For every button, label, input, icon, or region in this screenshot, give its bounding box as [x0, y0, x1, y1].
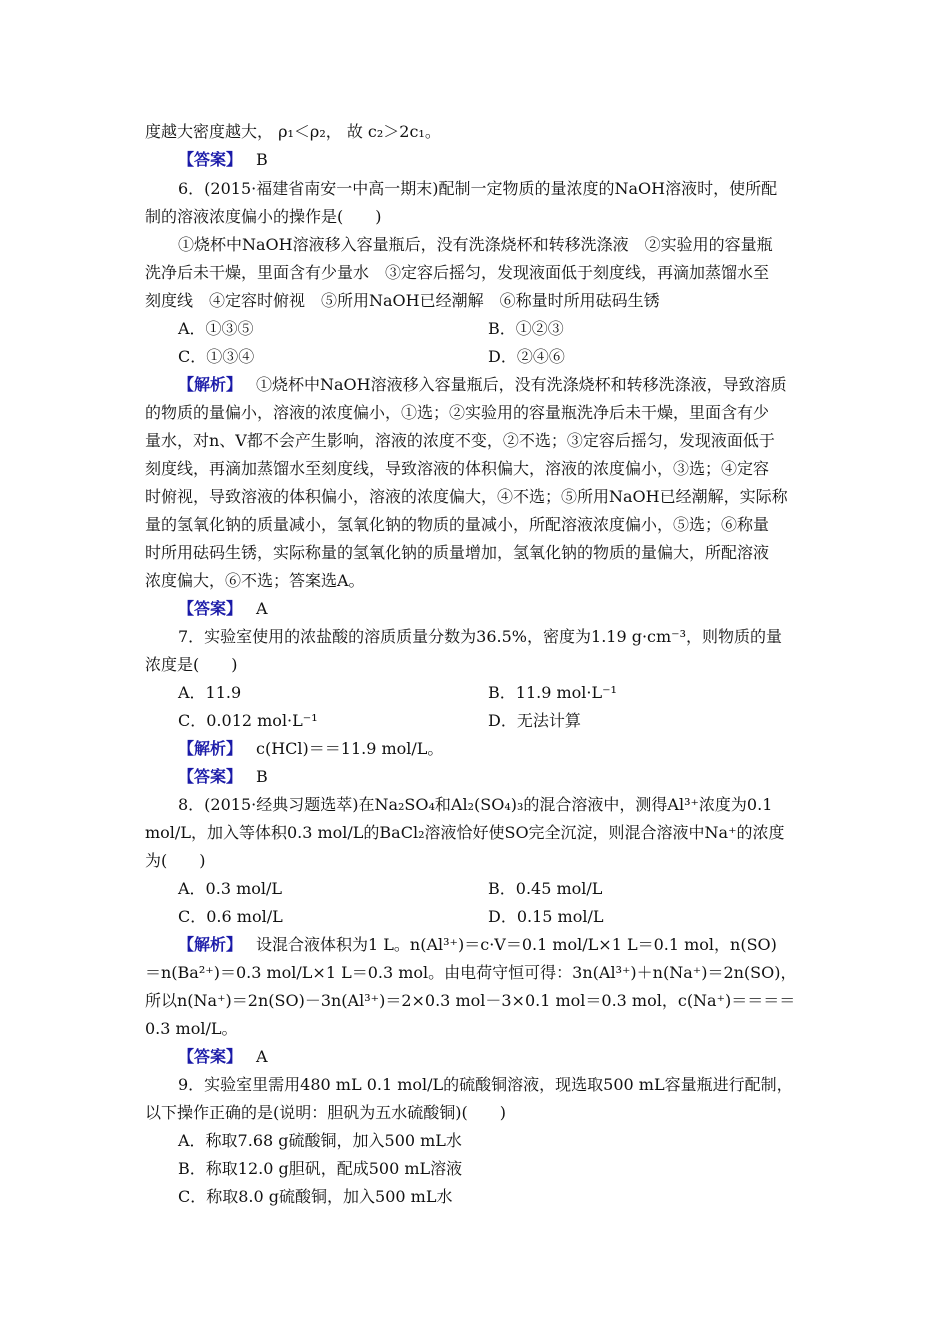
q9-stem-line2: 以下操作正确的是(说明：胆矾为五水硫酸铜)( ) — [145, 1103, 506, 1122]
q6-option-c: C．①③④ — [178, 347, 255, 366]
q6-option-a: A．①③⑤ — [178, 319, 254, 338]
q8-stem-line2: mol/L，加入等体积0.3 mol/L的BaCl₂溶液恰好使SO完全沉淀，则混合溶液中Na⁺的浓度 — [145, 823, 785, 842]
q9-option-c: C．称取8.0 g硫酸铜，加入500 mL水 — [178, 1187, 453, 1206]
q6-analysis-line3: 量水，对n、V都不会产生影响，溶液的浓度不变，②不选；③定容后摇匀，发现液面低于 — [145, 431, 775, 450]
q9-stem-line1: 9．实验室里需用480 mL 0.1 mol/L的硫酸铜溶液，现选取500 mL容量瓶进行配制， — [178, 1075, 793, 1094]
q8-analysis-line2: ＝n(Ba²⁺)＝0.3 mol/L×1 L＝0.3 mol。由电荷守恒可得：3n(Al³⁺)＋n(Na⁺)＝2n(SO)， — [145, 963, 797, 982]
q6-analysis-line7: 时所用砝码生锈，实际称量的氢氧化钠的质量增加，氢氧化钠的物质的量偏大，所配溶液 — [145, 543, 770, 562]
q6-analysis-line2: 的物质的量偏小，溶液的浓度偏小，①选；②实验用的容量瓶洗净后未干燥，里面含有少 — [145, 403, 770, 422]
q6-answer-line — [178, 598, 268, 620]
q7-option-a: A．11.9 — [178, 683, 242, 702]
analysis-tag: 【解析】 — [178, 739, 243, 758]
q6-analysis-line1: 【解析】 ①烧杯中NaOH溶液移入容量瓶后，没有洗涤烧杯和转移洗涤液，导致溶质 — [178, 375, 787, 394]
q8-answer: A — [256, 1047, 268, 1066]
answer-tag: 【答案】 — [178, 150, 243, 169]
answer-tag: 【答案】 — [178, 1047, 243, 1066]
q9-option-b: B．称取12.0 g胆矾，配成500 mL溶液 — [178, 1159, 463, 1178]
analysis-tag: 【解析】 — [178, 375, 243, 394]
q8-analysis-line4: 0.3 mol/L。 — [145, 1019, 238, 1038]
q8-stem-line1: 8．(2015·经典习题选萃)在Na₂SO₄和Al₂(SO₄)₃的混合溶液中，测得Al³⁺浓度为0.1 — [178, 795, 773, 814]
q6-stem-line1: 6．(2015·福建省南安一中高一期末)配制一定物质的量浓度的NaOH溶液时，使所配 — [178, 179, 778, 198]
q7-answer-line — [178, 766, 268, 788]
q5-answer-line — [178, 149, 268, 171]
analysis-tag: 【解析】 — [178, 935, 243, 954]
q6-items-line1: ①烧杯中NaOH溶液移入容量瓶后，没有洗涤烧杯和转移洗涤液 ②实验用的容量瓶 — [178, 235, 773, 254]
q7-stem-line1: 7．实验室使用的浓盐酸的溶质质量分数为36.5%，密度为1.19 g·cm⁻³，则物质的量 — [178, 627, 783, 646]
q6-items-line2: 洗净后未干燥，里面含有少量水 ③定容后摇匀，发现液面低于刻度线，再滴加蒸馏水至 — [145, 263, 770, 282]
q8-option-b: B．0.45 mol/L — [488, 879, 603, 898]
q7-stem-line2: 浓度是( ) — [145, 655, 238, 674]
q6-option-d: D．②④⑥ — [488, 347, 565, 366]
q6-analysis-line8: 浓度偏大，⑥不选；答案选A。 — [145, 571, 365, 590]
q8-analysis-line1: 【解析】 设混合液体积为1 L。n(Al³⁺)＝c·V＝0.1 mol/L×1 L＝0.1 mol，n(SO) — [178, 935, 777, 954]
q8-answer-line — [178, 1046, 268, 1068]
answer-tag: 【答案】 — [178, 599, 243, 618]
q5-answer: B — [256, 150, 268, 169]
q6-option-b: B．①②③ — [488, 319, 564, 338]
q6-stem-line2: 制的溶液浓度偏小的操作是( ) — [145, 207, 382, 226]
q6-analysis-line6: 量的氢氧化钠的质量减小，氢氧化钠的物质的量减小，所配溶液浓度偏小，⑤选；⑥称量 — [145, 515, 770, 534]
q8-option-d: D．0.15 mol/L — [488, 907, 604, 926]
q7-answer: B — [256, 767, 268, 786]
q7-option-c: C．0.012 mol·L⁻¹ — [178, 711, 318, 730]
q7-analysis-line: 【解析】 c(HCl)＝＝11.9 mol/L。 — [178, 739, 444, 758]
q7-option-b: B．11.9 mol·L⁻¹ — [488, 683, 617, 702]
q8-option-c: C．0.6 mol/L — [178, 907, 283, 926]
q8-option-a: A．0.3 mol/L — [178, 879, 283, 898]
q8-analysis-line3: 所以n(Na⁺)＝2n(SO)－3n(Al³⁺)＝2×0.3 mol－3×0.1 mol＝0.3 mol，c(Na⁺)＝＝＝＝ — [145, 991, 796, 1010]
q6-analysis-line5: 时俯视，导致溶液的体积偏小，溶液的浓度偏大，④不选；⑤所用NaOH已经潮解，实际称 — [145, 487, 788, 506]
q6-analysis-line4: 刻度线，再滴加蒸馏水至刻度线，导致溶液的体积偏大，溶液的浓度偏小，③选；④定容 — [145, 459, 770, 478]
q5-analysis-tail: 度越大密度越大， ρ₁＜ρ₂， 故 c₂＞2c₁。 — [145, 122, 441, 141]
q7-option-d: D．无法计算 — [488, 711, 581, 730]
q6-items-line3: 刻度线 ④定容时俯视 ⑤所用NaOH已经潮解 ⑥称量时所用砝码生锈 — [145, 291, 660, 310]
q8-stem-line3: 为( ) — [145, 851, 206, 870]
q6-answer: A — [256, 599, 268, 618]
answer-tag: 【答案】 — [178, 767, 243, 786]
q9-option-a: A．称取7.68 g硫酸铜，加入500 mL水 — [178, 1131, 462, 1150]
